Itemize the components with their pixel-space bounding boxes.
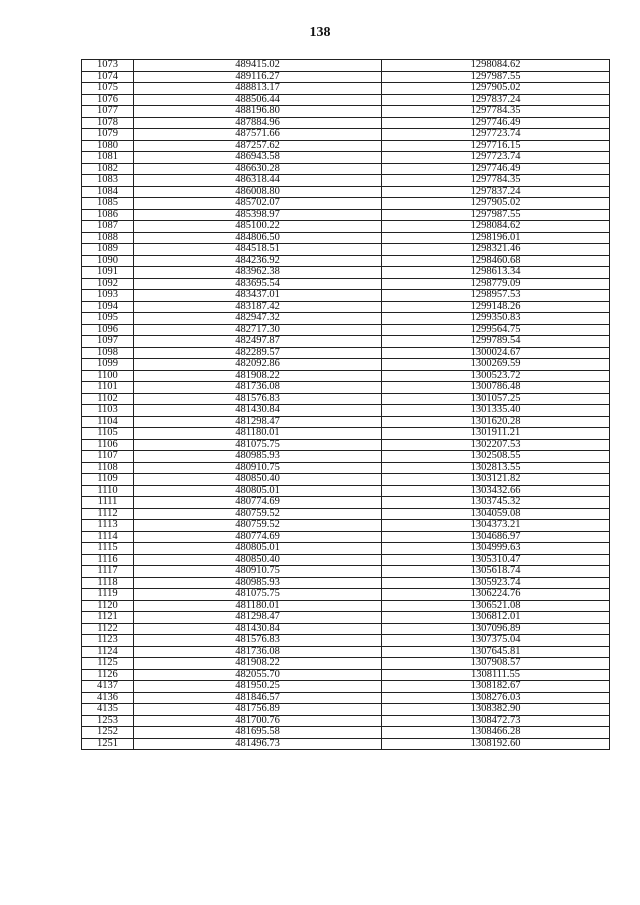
x-coordinate-cell: 483437.01 (134, 290, 382, 302)
table-row (82, 600, 610, 612)
point-number-cell: 1082 (82, 163, 134, 175)
table-row (82, 692, 610, 704)
y-coordinate-cell: 1297837.24 (382, 94, 610, 106)
x-coordinate-cell: 481430.84 (134, 405, 382, 417)
y-coordinate-cell: 1297746.49 (382, 117, 610, 129)
x-coordinate-cell: 484806.50 (134, 232, 382, 244)
y-coordinate-cell: 1307908.57 (382, 658, 610, 670)
point-number-cell: 1253 (82, 715, 134, 727)
point-number-cell: 1117 (82, 566, 134, 578)
point-number-cell: 1083 (82, 175, 134, 187)
point-number-cell: 1121 (82, 612, 134, 624)
y-coordinate-cell: 1297723.74 (382, 152, 610, 164)
point-number-cell: 1126 (82, 669, 134, 681)
point-number-cell: 1079 (82, 129, 134, 141)
y-coordinate-cell: 1299789.54 (382, 336, 610, 348)
table-row (82, 439, 610, 451)
coordinate-table-body (82, 60, 610, 750)
point-number-cell: 1073 (82, 60, 134, 72)
x-coordinate-cell: 487884.96 (134, 117, 382, 129)
x-coordinate-cell: 481700.76 (134, 715, 382, 727)
point-number-cell: 1096 (82, 324, 134, 336)
table-row (82, 94, 610, 106)
table-row (82, 186, 610, 198)
x-coordinate-cell: 483695.54 (134, 278, 382, 290)
y-coordinate-cell: 1300024.67 (382, 347, 610, 359)
point-number-cell: 1116 (82, 554, 134, 566)
point-number-cell: 1109 (82, 474, 134, 486)
y-coordinate-cell: 1307645.81 (382, 646, 610, 658)
point-number-cell: 1094 (82, 301, 134, 313)
point-number-cell: 1108 (82, 462, 134, 474)
table-row (82, 163, 610, 175)
x-coordinate-cell: 481180.01 (134, 600, 382, 612)
table-row (82, 106, 610, 118)
table-row (82, 359, 610, 371)
x-coordinate-cell: 482497.87 (134, 336, 382, 348)
y-coordinate-cell: 1306521.08 (382, 600, 610, 612)
table-row (82, 336, 610, 348)
y-coordinate-cell: 1297723.74 (382, 129, 610, 141)
table-row (82, 313, 610, 325)
x-coordinate-cell: 487571.66 (134, 129, 382, 141)
y-coordinate-cell: 1308111.55 (382, 669, 610, 681)
y-coordinate-cell: 1301620.28 (382, 416, 610, 428)
y-coordinate-cell: 1304059.08 (382, 508, 610, 520)
y-coordinate-cell: 1297905.02 (382, 198, 610, 210)
x-coordinate-cell: 487257.62 (134, 140, 382, 152)
point-number-cell: 4136 (82, 692, 134, 704)
y-coordinate-cell: 1298613.34 (382, 267, 610, 279)
point-number-cell: 1092 (82, 278, 134, 290)
point-number-cell: 1119 (82, 589, 134, 601)
point-number-cell: 1112 (82, 508, 134, 520)
y-coordinate-cell: 1301057.25 (382, 393, 610, 405)
table-row (82, 324, 610, 336)
y-coordinate-cell: 1302207.53 (382, 439, 610, 451)
y-coordinate-cell: 1300523.72 (382, 370, 610, 382)
table-row (82, 301, 610, 313)
x-coordinate-cell: 481298.47 (134, 416, 382, 428)
table-row (82, 508, 610, 520)
y-coordinate-cell: 1307375.04 (382, 635, 610, 647)
point-number-cell: 1124 (82, 646, 134, 658)
x-coordinate-cell: 481430.84 (134, 623, 382, 635)
y-coordinate-cell: 1298084.62 (382, 60, 610, 72)
x-coordinate-cell: 481846.57 (134, 692, 382, 704)
x-coordinate-cell: 482289.57 (134, 347, 382, 359)
x-coordinate-cell: 481950.25 (134, 681, 382, 693)
x-coordinate-cell: 481908.22 (134, 658, 382, 670)
y-coordinate-cell: 1308466.28 (382, 727, 610, 739)
x-coordinate-cell: 481736.08 (134, 646, 382, 658)
y-coordinate-cell: 1297716.15 (382, 140, 610, 152)
point-number-cell: 1122 (82, 623, 134, 635)
y-coordinate-cell: 1298460.68 (382, 255, 610, 267)
point-number-cell: 1113 (82, 520, 134, 532)
x-coordinate-cell: 486630.28 (134, 163, 382, 175)
x-coordinate-cell: 481576.83 (134, 393, 382, 405)
y-coordinate-cell: 1297837.24 (382, 186, 610, 198)
x-coordinate-cell: 480910.75 (134, 566, 382, 578)
x-coordinate-cell: 480985.93 (134, 577, 382, 589)
table-row (82, 71, 610, 83)
x-coordinate-cell: 484236.92 (134, 255, 382, 267)
x-coordinate-cell: 483962.38 (134, 267, 382, 279)
x-coordinate-cell: 480759.52 (134, 520, 382, 532)
point-number-cell: 1104 (82, 416, 134, 428)
x-coordinate-cell: 481576.83 (134, 635, 382, 647)
point-number-cell: 1088 (82, 232, 134, 244)
x-coordinate-cell: 482947.32 (134, 313, 382, 325)
point-number-cell: 1084 (82, 186, 134, 198)
point-number-cell: 1077 (82, 106, 134, 118)
point-number-cell: 1111 (82, 497, 134, 509)
coordinate-table (81, 59, 610, 750)
table-row (82, 738, 610, 750)
y-coordinate-cell: 1306224.76 (382, 589, 610, 601)
table-row (82, 405, 610, 417)
table-row (82, 83, 610, 95)
x-coordinate-cell: 480805.01 (134, 543, 382, 555)
point-number-cell: 1097 (82, 336, 134, 348)
point-number-cell: 1125 (82, 658, 134, 670)
y-coordinate-cell: 1308382.90 (382, 704, 610, 716)
table-row (82, 244, 610, 256)
point-number-cell: 1107 (82, 451, 134, 463)
x-coordinate-cell: 481695.58 (134, 727, 382, 739)
x-coordinate-cell: 481298.47 (134, 612, 382, 624)
table-row (82, 577, 610, 589)
point-number-cell: 1087 (82, 221, 134, 233)
y-coordinate-cell: 1302508.55 (382, 451, 610, 463)
table-row (82, 347, 610, 359)
table-row (82, 589, 610, 601)
x-coordinate-cell: 486943.58 (134, 152, 382, 164)
x-coordinate-cell: 488813.17 (134, 83, 382, 95)
page-number: 138 (309, 25, 331, 40)
table-row (82, 658, 610, 670)
point-number-cell: 1105 (82, 428, 134, 440)
x-coordinate-cell: 480985.93 (134, 451, 382, 463)
point-number-cell: 4135 (82, 704, 134, 716)
x-coordinate-cell: 482092.86 (134, 359, 382, 371)
point-number-cell: 1085 (82, 198, 134, 210)
x-coordinate-cell: 484518.51 (134, 244, 382, 256)
table-row (82, 232, 610, 244)
point-number-cell: 1251 (82, 738, 134, 750)
x-coordinate-cell: 480850.40 (134, 474, 382, 486)
point-number-cell: 4137 (82, 681, 134, 693)
point-number-cell: 1080 (82, 140, 134, 152)
y-coordinate-cell: 1302813.55 (382, 462, 610, 474)
y-coordinate-cell: 1297987.55 (382, 71, 610, 83)
y-coordinate-cell: 1303745.32 (382, 497, 610, 509)
table-row (82, 704, 610, 716)
x-coordinate-cell: 481908.22 (134, 370, 382, 382)
table-row (82, 612, 610, 624)
point-number-cell: 1095 (82, 313, 134, 325)
point-number-cell: 1100 (82, 370, 134, 382)
x-coordinate-cell: 486008.80 (134, 186, 382, 198)
table-row (82, 646, 610, 658)
x-coordinate-cell: 485398.97 (134, 209, 382, 221)
point-number-cell: 1076 (82, 94, 134, 106)
point-number-cell: 1103 (82, 405, 134, 417)
table-row (82, 474, 610, 486)
table-row (82, 209, 610, 221)
y-coordinate-cell: 1305310.47 (382, 554, 610, 566)
table-row (82, 370, 610, 382)
y-coordinate-cell: 1305923.74 (382, 577, 610, 589)
table-row (82, 681, 610, 693)
x-coordinate-cell: 481075.75 (134, 439, 382, 451)
x-coordinate-cell: 480774.69 (134, 497, 382, 509)
table-row (82, 428, 610, 440)
point-number-cell: 1098 (82, 347, 134, 359)
y-coordinate-cell: 1304373.21 (382, 520, 610, 532)
y-coordinate-cell: 1298957.53 (382, 290, 610, 302)
table-row (82, 451, 610, 463)
x-coordinate-cell: 485702.07 (134, 198, 382, 210)
y-coordinate-cell: 1304686.97 (382, 531, 610, 543)
y-coordinate-cell: 1308472.73 (382, 715, 610, 727)
x-coordinate-cell: 485100.22 (134, 221, 382, 233)
y-coordinate-cell: 1297905.02 (382, 83, 610, 95)
table-row (82, 485, 610, 497)
y-coordinate-cell: 1297987.55 (382, 209, 610, 221)
table-row (82, 198, 610, 210)
x-coordinate-cell: 486318.44 (134, 175, 382, 187)
y-coordinate-cell: 1306812.01 (382, 612, 610, 624)
x-coordinate-cell: 488506.44 (134, 94, 382, 106)
point-number-cell: 1078 (82, 117, 134, 129)
x-coordinate-cell: 489116.27 (134, 71, 382, 83)
table-row (82, 669, 610, 681)
table-row (82, 117, 610, 129)
table-row (82, 566, 610, 578)
y-coordinate-cell: 1298196.01 (382, 232, 610, 244)
point-number-cell: 1123 (82, 635, 134, 647)
point-number-cell: 1120 (82, 600, 134, 612)
y-coordinate-cell: 1300786.48 (382, 382, 610, 394)
table-row (82, 393, 610, 405)
table-row (82, 715, 610, 727)
table-row (82, 290, 610, 302)
x-coordinate-cell: 489415.02 (134, 60, 382, 72)
x-coordinate-cell: 481496.73 (134, 738, 382, 750)
y-coordinate-cell: 1298321.46 (382, 244, 610, 256)
table-row (82, 531, 610, 543)
y-coordinate-cell: 1297784.35 (382, 106, 610, 118)
x-coordinate-cell: 480805.01 (134, 485, 382, 497)
y-coordinate-cell: 1299350.83 (382, 313, 610, 325)
table-row (82, 623, 610, 635)
table-row (82, 543, 610, 555)
y-coordinate-cell: 1308192.60 (382, 738, 610, 750)
x-coordinate-cell: 488196.80 (134, 106, 382, 118)
point-number-cell: 1093 (82, 290, 134, 302)
table-row (82, 520, 610, 532)
table-row (82, 140, 610, 152)
point-number-cell: 1106 (82, 439, 134, 451)
y-coordinate-cell: 1299148.26 (382, 301, 610, 313)
point-number-cell: 1118 (82, 577, 134, 589)
table-row (82, 129, 610, 141)
point-number-cell: 1089 (82, 244, 134, 256)
table-row (82, 416, 610, 428)
y-coordinate-cell: 1298779.09 (382, 278, 610, 290)
y-coordinate-cell: 1304999.63 (382, 543, 610, 555)
y-coordinate-cell: 1305618.74 (382, 566, 610, 578)
table-row (82, 462, 610, 474)
x-coordinate-cell: 480910.75 (134, 462, 382, 474)
table-row (82, 554, 610, 566)
y-coordinate-cell: 1307096.89 (382, 623, 610, 635)
point-number-cell: 1086 (82, 209, 134, 221)
y-coordinate-cell: 1297746.49 (382, 163, 610, 175)
coordinate-table-container (81, 59, 609, 750)
point-number-cell: 1252 (82, 727, 134, 739)
table-row (82, 267, 610, 279)
x-coordinate-cell: 481756.89 (134, 704, 382, 716)
point-number-cell: 1115 (82, 543, 134, 555)
x-coordinate-cell: 482717.30 (134, 324, 382, 336)
y-coordinate-cell: 1308182.67 (382, 681, 610, 693)
table-row (82, 727, 610, 739)
point-number-cell: 1102 (82, 393, 134, 405)
table-row (82, 382, 610, 394)
point-number-cell: 1091 (82, 267, 134, 279)
y-coordinate-cell: 1297784.35 (382, 175, 610, 187)
table-row (82, 255, 610, 267)
point-number-cell: 1090 (82, 255, 134, 267)
y-coordinate-cell: 1301335.40 (382, 405, 610, 417)
y-coordinate-cell: 1299564.75 (382, 324, 610, 336)
point-number-cell: 1099 (82, 359, 134, 371)
x-coordinate-cell: 481736.08 (134, 382, 382, 394)
point-number-cell: 1081 (82, 152, 134, 164)
table-row (82, 278, 610, 290)
y-coordinate-cell: 1298084.62 (382, 221, 610, 233)
table-row (82, 60, 610, 72)
point-number-cell: 1075 (82, 83, 134, 95)
x-coordinate-cell: 480774.69 (134, 531, 382, 543)
y-coordinate-cell: 1308276.03 (382, 692, 610, 704)
x-coordinate-cell: 483187.42 (134, 301, 382, 313)
x-coordinate-cell: 482055.70 (134, 669, 382, 681)
point-number-cell: 1101 (82, 382, 134, 394)
table-row (82, 221, 610, 233)
y-coordinate-cell: 1301911.21 (382, 428, 610, 440)
x-coordinate-cell: 480850.40 (134, 554, 382, 566)
point-number-cell: 1114 (82, 531, 134, 543)
y-coordinate-cell: 1303121.82 (382, 474, 610, 486)
table-row (82, 152, 610, 164)
point-number-cell: 1074 (82, 71, 134, 83)
y-coordinate-cell: 1303432.66 (382, 485, 610, 497)
x-coordinate-cell: 481075.75 (134, 589, 382, 601)
table-row (82, 175, 610, 187)
y-coordinate-cell: 1300269.59 (382, 359, 610, 371)
x-coordinate-cell: 480759.52 (134, 508, 382, 520)
point-number-cell: 1110 (82, 485, 134, 497)
table-row (82, 635, 610, 647)
table-row (82, 497, 610, 509)
x-coordinate-cell: 481180.01 (134, 428, 382, 440)
